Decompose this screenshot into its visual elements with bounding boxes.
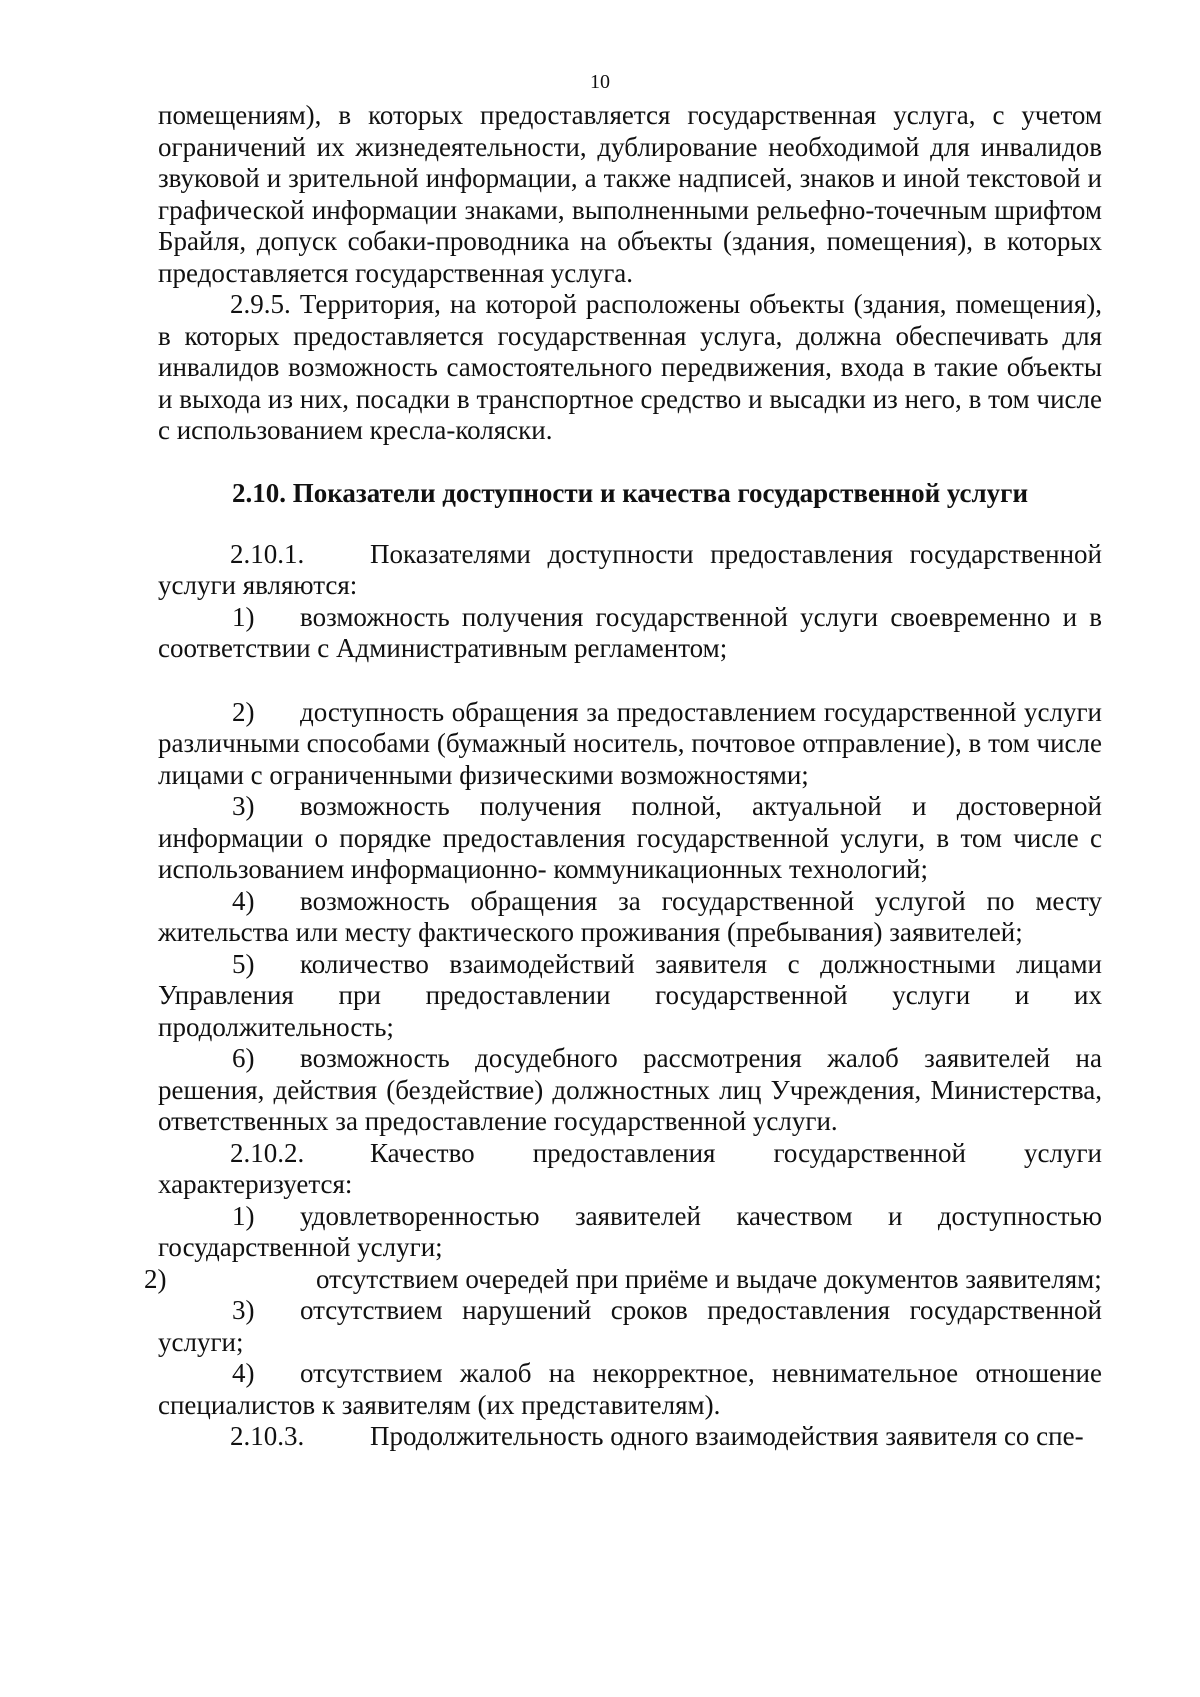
list-item <box>158 1043 1102 1138</box>
list-item-number: 3) <box>232 791 255 821</box>
list-item-text: отсутствием нарушений сроков предоставления государственной услуги; <box>158 1295 1102 1357</box>
list-item-text: количество взаимодействий заявителя с должностными лицами Управления при предоставлении государственной услуги и их продолжительность; <box>158 948 1102 1042</box>
list-item <box>158 1201 1102 1264</box>
list-item <box>158 1358 1102 1421</box>
list-item-text: отсутствием очередей при приёме и выдаче документов заявителям; <box>316 1263 1102 1294</box>
list-item-number: 1) <box>232 1200 255 1231</box>
list-item-number: 6) <box>232 1043 255 1073</box>
page-number: 10 <box>590 71 610 93</box>
list-item-text: доступность обращения за предоставлением государственной услуги различными способами (бумажный носитель, почтовое отправление), в том числе лицами с ограниченными физическими возможностями; <box>158 696 1102 790</box>
paragraph-2-10-3 <box>158 1421 1102 1453</box>
paragraph-2-9-5: 2.9.5. Территория, на которой расположены объекты (здания, помещения), в которых предоставляется государственная услуга, должна обеспечивать для инвалидов возможность самостоятельного передвижения, входа в такие объекты и выхода из них, посадки в транспортное средство и высадки из него, в том числе с использованием кресла-коляски. <box>158 289 1102 445</box>
clause-text: Показателями доступности предоставления государственной услуги являются: <box>158 538 1102 600</box>
list-item <box>158 602 1102 665</box>
paragraph-2-10-1 <box>158 539 1102 602</box>
paragraph-2-10-2 <box>158 1138 1102 1201</box>
list-item-number: 4) <box>232 885 255 916</box>
list-item-number: 2) <box>232 696 255 727</box>
list-item <box>144 1263 1102 1296</box>
spacer <box>158 665 1102 697</box>
list-item-number: 2) <box>144 1263 167 1294</box>
list-item <box>158 949 1102 1044</box>
clause-label: 2.10.1. <box>230 538 305 569</box>
clause-text: Качество предоставления государственной услуги характеризуется: <box>158 1137 1102 1199</box>
list-item-text: отсутствием жалоб на некорректное, невнимательное отношение специалистов к заявителям (их представителям). <box>158 1358 1102 1420</box>
list-item-text: возможность получения полной, актуальной и достоверной информации о порядке предоставления государственной услуги, в том числе с использованием информационно- коммуникационных технологий; <box>158 791 1102 884</box>
clause-label: 2.10.2. <box>230 1137 305 1168</box>
list-item <box>158 1295 1102 1358</box>
list-item-number: 4) <box>232 1358 255 1388</box>
section-heading-2-10: 2.10. Показатели доступности и качества государственной услуги <box>232 477 1028 508</box>
clause-label: 2.10.3. <box>230 1421 305 1451</box>
list-item <box>158 791 1102 886</box>
list-item-text: возможность обращения за государственной услугой по месту жительства или месту фактического проживания (пребывания) заявителей; <box>158 885 1102 947</box>
list-item-number: 3) <box>232 1295 255 1325</box>
document-body <box>144 100 1102 1453</box>
clause-text: Продолжительность одного взаимодействия заявителя со спе- <box>370 1421 1084 1451</box>
paragraph-intro: помещениям), в которых предоставляется государственная услуга, с учетом ограничений их жизнедеятельности, дублирование необходимой для инвалидов звуковой и зрительной информации, а также надписей, знаков и иной текстовой и графической информации знаками, выполненными рельефно-точечным шрифтом Брайля, допуск собаки-проводника на объекты (здания, помещения), в которых предоставляется государственная услуга. <box>158 100 1102 288</box>
list-item-text: удовлетворенностью заявителей качеством и доступностью государственной услуги; <box>158 1200 1102 1262</box>
list-item-number: 1) <box>232 601 255 632</box>
list-item-text: возможность получения государственной услуги своевременно и в соответствии с Административным регламентом; <box>158 601 1102 663</box>
list-item-number: 5) <box>232 948 255 979</box>
list-item <box>158 886 1102 949</box>
list-item-text: возможность досудебного рассмотрения жалоб заявителей на решения, действия (бездействие) должностных лиц Учреждения, Министерства, ответственных за предоставление государственной услуги. <box>158 1043 1102 1136</box>
list-item <box>158 697 1102 792</box>
